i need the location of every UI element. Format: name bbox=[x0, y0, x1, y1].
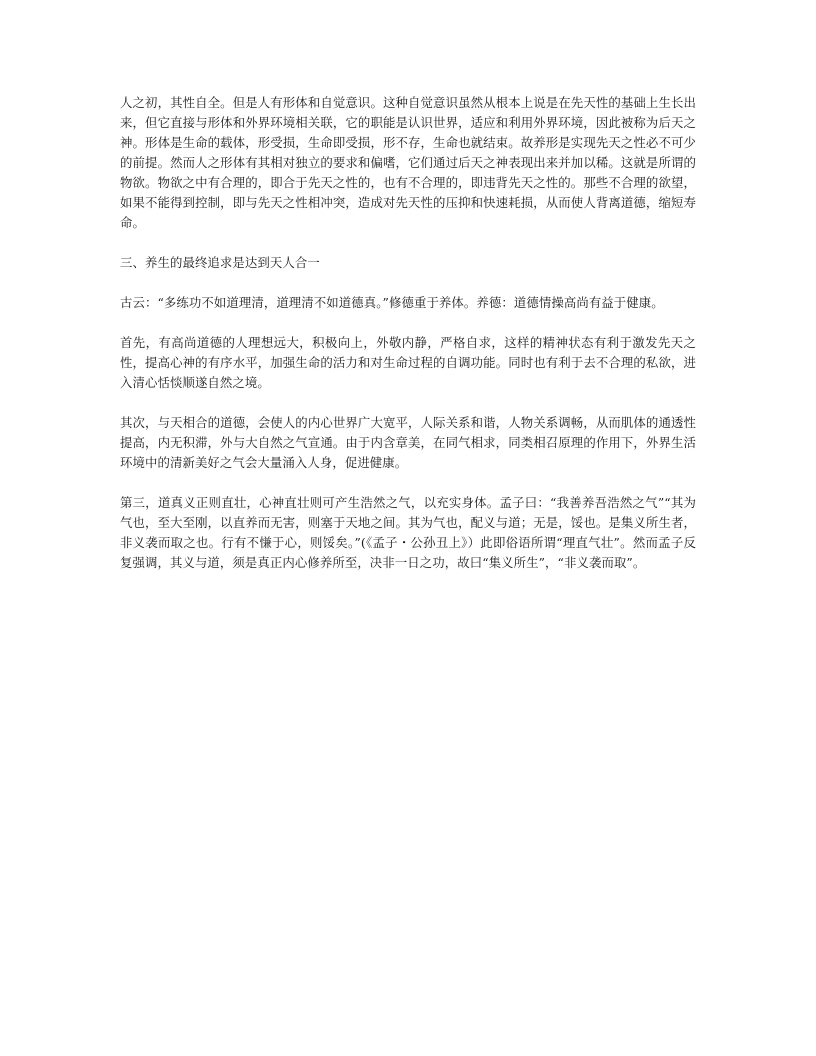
first-point-paragraph: 首先，有高尚道德的人理想远大，积极向上，外敬内静，严格自求，这样的精神状态有利于激发先天之性，提高心神的有序水平，加强生命的活力和对生命过程的自调功能。同时也有利于去不合理的私欲，进入清心恬惔顺遂自然之境。 bbox=[120, 335, 696, 390]
second-point-paragraph: 其次，与天相合的道德，会使人的内心世界广大宽平，人际关系和谐，人物关系调畅，从而肌体的通透性提高，内无积滞，外与大自然之气宣通。由于内含章美，在同气相求，同类相召原理的作用下，外界生活环境中的清新美好之气会大量涌入人身，促进健康。 bbox=[120, 415, 696, 470]
quote-paragraph: 古云：“多练功不如道理清，道理清不如道德真。”修德重于养体。养德：道德情操高尚有益于健康。 bbox=[120, 295, 664, 310]
intro-paragraph: 人之初，其性自全。但是人有形体和自觉意识。这种自觉意识虽然从根本上说是在先天性的基础上生长出来，但它直接与形体和外界环境相关联，它的职能是认识世界，适应和利用外界环境，因此被称为后天之神。形体是生命的载体，形受损，生命即受损，形不存，生命也就结束。故养形是实现先天之性必不可少的前提。然而人之形体有其相对独立的要求和偏嗜，它们通过后天之神表现出来并加以稀。这就是所谓的物欲。物欲之中有合理的，即合于先天之性的，也有不合理的，即违背先天之性的。那些不合理的欲望，如果不能得到控制，即与先天之性相冲突，造成对先天性的压抑和快速耗损，从而使人背离道德，缩短寿命。 bbox=[120, 95, 696, 230]
section-heading: 三、养生的最终追求是达到天人合一 bbox=[120, 255, 320, 270]
document-body bbox=[120, 93, 696, 593]
third-point-paragraph: 第三，道真义正则直壮，心神直壮则可产生浩然之气，以充实身体。孟子曰：“我善养吾浩然之气”“其为气也，至大至刚，以直养而无害，则塞于天地之间。其为气也，配义与道；无是，馁也。是集义所生者，非义袭而取之也。行有不慊于心，则馁矣。”(《孟子・公孙丑上》）此即俗语所谓“理直气壮”。然而孟子反复强调，其义与道，须是真正内心修养所至，决非一日之功，故曰“集义所生”，“非义袭而取”。 bbox=[120, 495, 696, 570]
